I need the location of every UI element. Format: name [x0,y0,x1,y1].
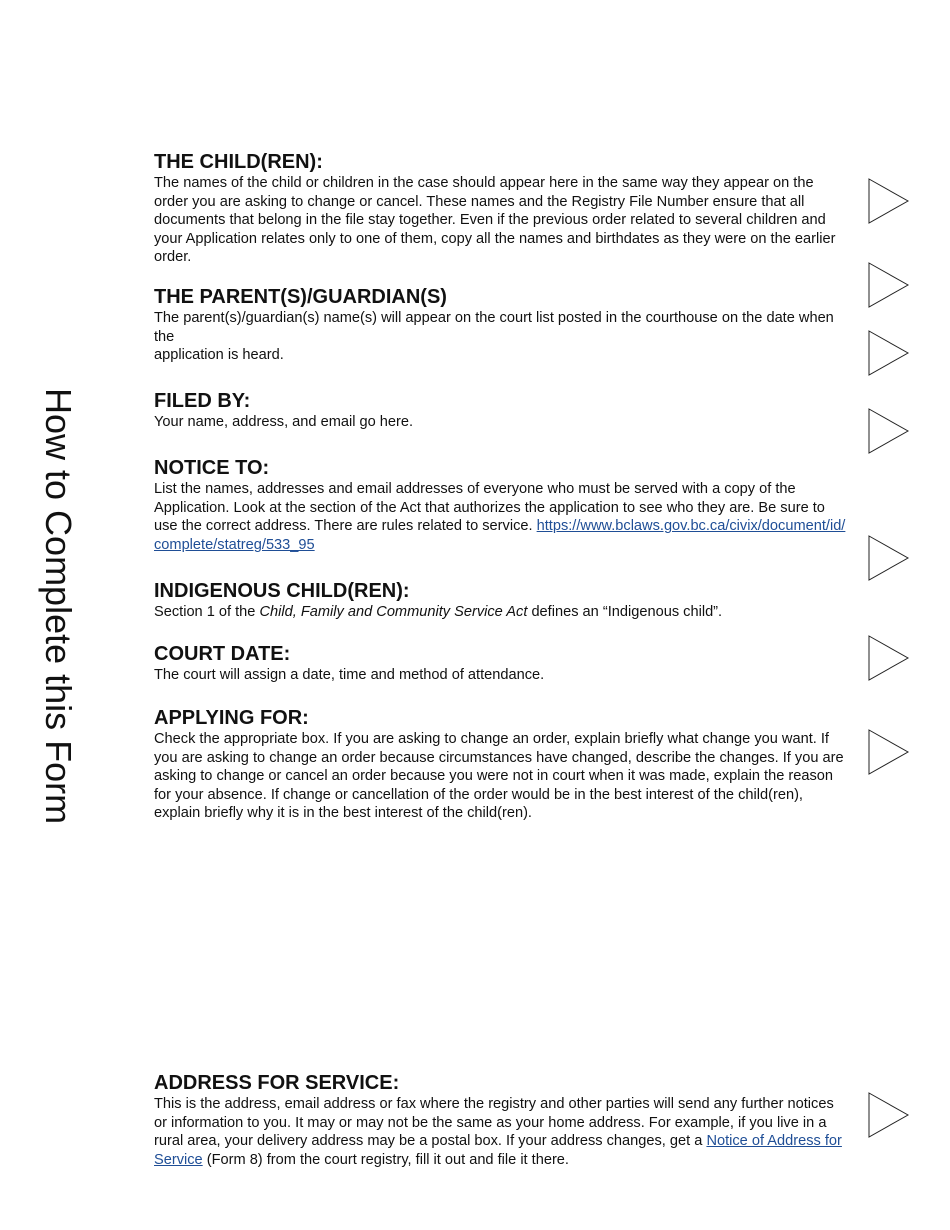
section-body-notice-to [154,480,850,554]
notice-of-address-link[interactable]: Notice of Address for Service [154,1133,842,1168]
notice-to-text: List the names, addresses and email addresses of everyone who must be served with a copy of the Application. Look at the section of the Act that authorizes the application to see who they are. Be sure to use the correct address. There are rules related to service. [154,481,825,535]
section-body-parents-line2: application is heard. [154,347,284,364]
section-notice-to [154,456,850,554]
right-triangle-outline-icon [868,635,910,681]
section-heading-notice-to: NOTICE TO: [154,457,270,479]
section-applying-for [154,706,850,823]
section-parents [154,285,850,365]
indigenous-text-before: Section 1 of the [154,604,260,620]
section-heading-address-for-service: ADDRESS FOR SERVICE: [154,1072,400,1094]
section-body-applying-for: Check the appropriate box. If you are asking to change an order, explain briefly what change you want. If you are asking to change an order because circumstances have changed, describe the changes. If you are asking to change or cancel an order because you were not in court when it was made, explain the reason for your absence. If change or cancellation of the order would be in the best interest of the child(ren), explain briefly why it is in the best interest of the child(ren). [154,731,844,822]
address-for-service-text: This is the address, email address or fax where the registry and other parties will send any further notices or information to you. It may or may not be the same as your home address. For example, if you live in a rural area, your delivery address may be a postal box. If your address changes, get a [154,1096,834,1150]
address-for-service-text-after: (Form 8) from the court registry, fill it out and file it there. [202,1151,569,1168]
section-body-address-for-service [154,1095,850,1169]
right-triangle-outline-icon [868,178,910,224]
section-heading-applying-for: APPLYING FOR: [154,707,309,729]
section-heading-parents: THE PARENT(S)/GUARDIAN(S) [154,286,447,308]
side-title: How to Complete this Form [38,388,79,825]
bclaws-link[interactable]: https://www.bclaws.gov.bc.ca/civix/document/id/complete/statreg/533_95 [154,518,846,553]
section-body-parents-line1: The parent(s)/guardian(s) name(s) will appear on the court list posted in the courthouse on the date when the [154,310,834,345]
right-triangle-outline-icon [868,535,910,581]
section-body-court-date: The court will assign a date, time and method of attendance. [154,667,545,683]
section-court-date [154,642,850,685]
right-triangle-outline-icon [868,408,910,454]
section-children [154,150,850,267]
section-filed-by [154,389,850,432]
section-indigenous [154,579,850,622]
section-heading-filed-by: FILED BY: [154,390,251,412]
section-body-children: The names of the child or children in the case should appear here in the same way they appear on the order you are asking to change or cancel. These names and the Registry File Number ensure that all documents that belong in the file stay together. Even if the previous order related to several children and your Application relates only to one of them, copy all the names and birthdates as they were on the earlier order. [154,175,836,266]
section-heading-indigenous: INDIGENOUS CHILD(REN): [154,580,410,602]
right-triangle-outline-icon [868,729,910,775]
right-triangle-outline-icon [868,330,910,376]
act-name: Child, Family and Community Service Act [259,604,528,620]
section-heading-court-date: COURT DATE: [154,643,291,665]
section-address-for-service [154,1071,850,1169]
section-heading-children: THE CHILD(REN): [154,151,323,173]
right-triangle-outline-icon [868,1092,910,1138]
section-body-indigenous [154,603,850,622]
right-triangle-outline-icon [868,262,910,308]
section-body-filed-by: Your name, address, and email go here. [154,414,414,430]
indigenous-text-after: defines an “Indigenous child”. [527,604,723,620]
